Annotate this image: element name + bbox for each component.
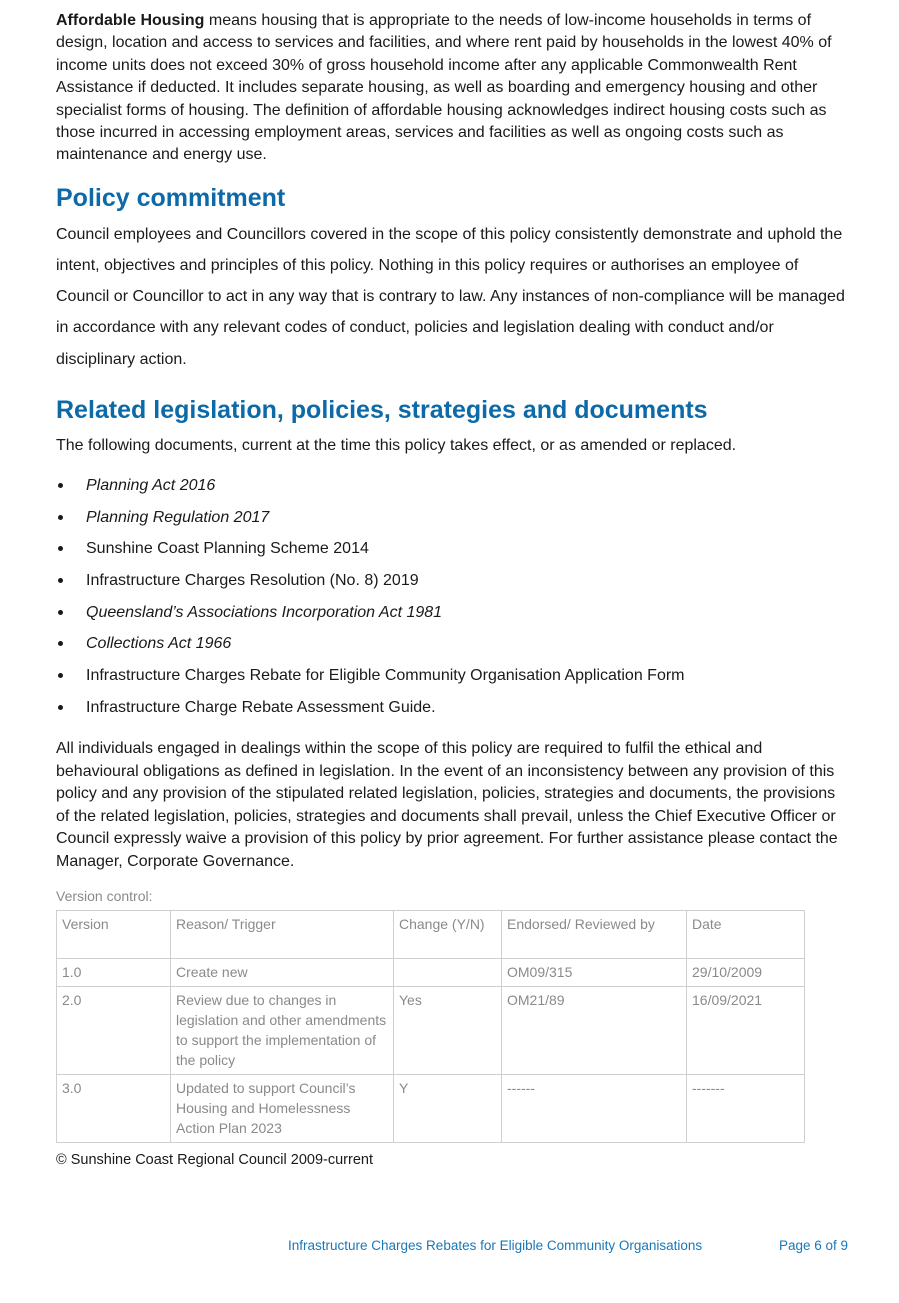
related-documents-heading: Related legislation, policies, strategies and documents: [56, 395, 708, 424]
table-cell: 16/09/2021: [687, 986, 805, 1074]
list-item-text: Collections Act 1966: [86, 635, 232, 653]
list-item: [56, 692, 848, 724]
version-control-table: [56, 910, 805, 1143]
table-row: [57, 986, 805, 1074]
related-documents-list: [56, 470, 848, 724]
table-cell: 1.0: [57, 958, 171, 986]
bullet-icon: [58, 705, 63, 710]
table-row: [57, 1074, 805, 1142]
affordable-housing-definition: [56, 10, 848, 167]
list-item: [56, 565, 848, 597]
bullet-icon: [58, 610, 63, 615]
bullet-icon: [58, 673, 63, 678]
bullet-icon: [58, 483, 63, 488]
table-header-cell: Date: [687, 910, 805, 958]
list-item-text: Infrastructure Charges Rebate for Eligible Community Organisation Application Form: [86, 667, 685, 685]
table-cell: 29/10/2009: [687, 958, 805, 986]
table-cell: Updated to support Council’s Housing and Homelessness Action Plan 2023: [171, 1074, 394, 1142]
table-cell: -------: [687, 1074, 805, 1142]
list-item: [56, 660, 848, 692]
definition-text: means housing that is appropriate to the needs of low-income households in terms of design, location and access to services and facilities, and where rent paid by households in the lowest 40% of income units does not exceed 30% of gross household income after any applicable Commonwealth Rent Assistance if deducted. It includes separate housing, as well as boarding and emergency housing and other specialist forms of housing. The definition of affordable housing acknowledges indirect housing costs such as those incurred in accessing employment areas, services and facilities as well as ongoing costs such as maintenance and energy use.: [56, 12, 832, 164]
list-item: [56, 470, 848, 502]
table-header-cell: Version: [57, 910, 171, 958]
page-footer: [288, 1237, 848, 1255]
bullet-icon: [58, 578, 63, 583]
table-cell: Review due to changes in legislation and other amendments to support the implementation of the policy: [171, 986, 394, 1074]
table-header-cell: Reason/ Trigger: [171, 910, 394, 958]
page-number: Page 6 of 9: [778, 1238, 848, 1253]
defined-term: Affordable Housing: [56, 12, 205, 29]
table-cell: Yes: [394, 986, 502, 1074]
policy-commitment-heading: Policy commitment: [56, 183, 286, 212]
list-item: [56, 502, 848, 534]
bullet-icon: [58, 641, 63, 646]
footer-document-title: Infrastructure Charges Rebates for Eligible Community Organisations: [288, 1238, 703, 1253]
table-header-cell: Change (Y/N): [394, 910, 502, 958]
table-cell: 3.0: [57, 1074, 171, 1142]
table-header-row: [57, 910, 805, 958]
table-header-cell: Endorsed/ Reviewed by: [502, 910, 687, 958]
list-item-text: Infrastructure Charge Rebate Assessment Guide.: [86, 698, 436, 716]
table-cell: 2.0: [57, 986, 171, 1074]
list-item-text: Planning Act 2016: [86, 476, 216, 494]
table-cell: ------: [502, 1074, 687, 1142]
bullet-icon: [58, 515, 63, 520]
list-item: [56, 628, 848, 660]
table-cell: Y: [394, 1074, 502, 1142]
table-cell: Create new: [171, 958, 394, 986]
table-cell: OM09/315: [502, 958, 687, 986]
list-item: [56, 533, 848, 565]
list-item-text: Planning Regulation 2017: [86, 508, 270, 526]
table-cell: OM21/89: [502, 986, 687, 1074]
list-item-text: Queensland’s Associations Incorporation Act 1981: [86, 603, 443, 621]
obligations-paragraph: All individuals engaged in dealings within the scope of this policy are required to fulfil the ethical and behavioural obligations as defined in legislation. In the event of an inconsistency between any provision of this policy and any provision of the stipulated related legislation, policies, strategies and documents, the provisions of the related legislation, policies, strategies and documents shall prevail, unless the Chief Executive Officer or Council expressly waive a provision of this policy by prior agreement. For further assistance please contact the Manager, Corporate Governance.: [56, 740, 838, 870]
table-cell: [394, 958, 502, 986]
table-row: [57, 958, 805, 986]
bullet-icon: [58, 546, 63, 551]
list-item-text: Sunshine Coast Planning Scheme 2014: [86, 540, 369, 558]
related-documents-intro: The following documents, current at the time this policy takes effect, or as amended or replaced.: [56, 436, 737, 454]
version-control-label: Version control:: [56, 887, 153, 904]
policy-commitment-text: Council employees and Councillors covered in the scope of this policy consistently demonstrate and uphold the intent, objectives and principles of this policy. Nothing in this policy requires or authorises an employee of Council or Councillor to act in any way that is contrary to law. Any instances of non-compliance will be managed in accordance with any relevant codes of conduct, policies and legislation dealing with conduct and/or disciplinary action.: [56, 225, 845, 368]
document-page: [56, 10, 848, 1169]
list-item: [56, 597, 848, 629]
list-item-text: Infrastructure Charges Resolution (No. 8) 2019: [86, 571, 419, 589]
copyright-notice: © Sunshine Coast Regional Council 2009-current: [56, 1151, 373, 1168]
